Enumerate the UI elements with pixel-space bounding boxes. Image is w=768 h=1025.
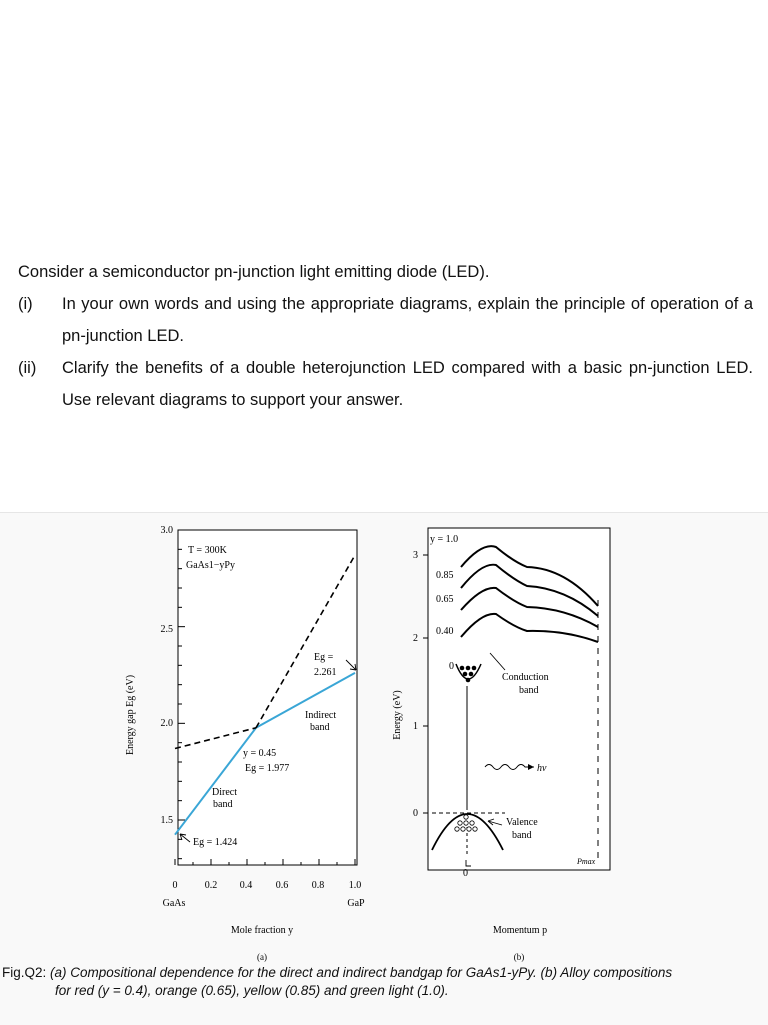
y-tick-label: 2.0: [160, 718, 173, 729]
hole: [455, 827, 459, 831]
gap-gap-label: Eg =: [314, 652, 334, 663]
electron: [466, 678, 471, 683]
x-tick-label: 0.6: [275, 880, 289, 891]
electron: [469, 672, 474, 677]
caption-line-2: for red (y = 0.4), orange (0.65), yellow (0.85) and green light (1.0).: [55, 983, 449, 998]
hole: [461, 827, 465, 831]
direct-band-label: Direct: [212, 787, 237, 798]
y-tick-label: 1: [413, 721, 418, 732]
x-tick-label: 0: [172, 880, 178, 891]
electron: [472, 666, 477, 671]
crossover-label: y = 0.45: [243, 748, 277, 759]
caption-line-1: (a) Compositional dependence for the direct and indirect bandgap for GaAs1-yPy. (b) Alloy compositions: [50, 965, 673, 980]
question-text: Clarify the benefits of a double heterojunction LED compared with a basic pn-junction LED. Use relevant diagrams to support your answer.: [62, 359, 753, 409]
p-zero-label: 0: [463, 868, 468, 879]
question-text: In your own words and using the appropriate diagrams, explain the principle of operation of a pn-junction LED.: [62, 295, 753, 345]
hole: [458, 821, 462, 825]
electron: [460, 666, 465, 671]
y-axis-label: Energy (eV): [392, 690, 403, 740]
valence-band-label: band: [512, 830, 532, 841]
direct-band-label: band: [213, 799, 233, 810]
condition-material: GaAs1−yPy: [186, 560, 235, 571]
x-tick-label: 0.4: [239, 880, 253, 891]
x-axis-label: Mole fraction y: [230, 925, 294, 936]
indirect-band-label: band: [310, 722, 330, 733]
curve-label-0.40: 0.40: [436, 626, 454, 637]
x-tick-label: 1.0: [348, 880, 362, 891]
figure-caption: [2, 964, 764, 1000]
y-tick-label: 2: [413, 633, 418, 644]
curve-label-0.85: 0.85: [436, 570, 454, 581]
caption-label: Fig.Q2:: [2, 965, 47, 980]
curve-label-0.65: 0.65: [436, 594, 454, 605]
gap-gaas-label: Eg = 1.424: [193, 837, 238, 848]
y-axis-label: Energy gap Eg (eV): [125, 674, 136, 756]
curve-label-y-1.0: y = 1.0: [430, 534, 459, 545]
figure-a: [125, 525, 365, 962]
y-tick-label: 2.5: [160, 624, 173, 635]
y-tick-label: 0: [413, 808, 418, 819]
electron: [463, 672, 468, 677]
indirect-band-label: Indirect: [305, 710, 337, 721]
hole: [470, 821, 474, 825]
question-number: (i): [18, 295, 33, 313]
y-ticks-b: [423, 555, 428, 813]
figure-a-label: (a): [257, 952, 267, 962]
x-tick-label: 0.2: [204, 880, 218, 891]
y-tick-label: 3: [413, 550, 418, 561]
hole: [464, 821, 468, 825]
x-tick-label: 0.8: [311, 880, 325, 891]
hole: [464, 815, 468, 819]
conduction-band-label: band: [519, 685, 539, 696]
hole: [473, 827, 477, 831]
crossover-label: Eg = 1.977: [245, 763, 290, 774]
x-axis-label: Momentum p: [492, 925, 548, 936]
photon-label: hν: [537, 763, 547, 774]
figure-b: [392, 528, 610, 962]
valence-band-label: Valence: [506, 817, 538, 828]
y-tick-label: 3.0: [160, 525, 173, 536]
pmax-label: Pmax: [577, 857, 596, 866]
x-end-label-gap: GaP: [347, 898, 365, 909]
electron-zero-label: 0: [449, 661, 454, 672]
hole: [467, 827, 471, 831]
condition-temperature: T = 300K: [188, 545, 227, 556]
question-intro: Consider a semiconductor pn-junction light emitting diode (LED).: [18, 263, 490, 281]
question-number: (ii): [18, 359, 37, 377]
y-tick-label: 1.5: [160, 815, 173, 826]
gap-gap-label: 2.261: [314, 667, 337, 678]
figure-b-label: (b): [513, 952, 525, 962]
plot-frame-a: [178, 530, 357, 865]
electron: [466, 666, 471, 671]
x-end-label-gaas: GaAs: [162, 898, 186, 909]
conduction-band-label: Conduction: [502, 672, 549, 683]
